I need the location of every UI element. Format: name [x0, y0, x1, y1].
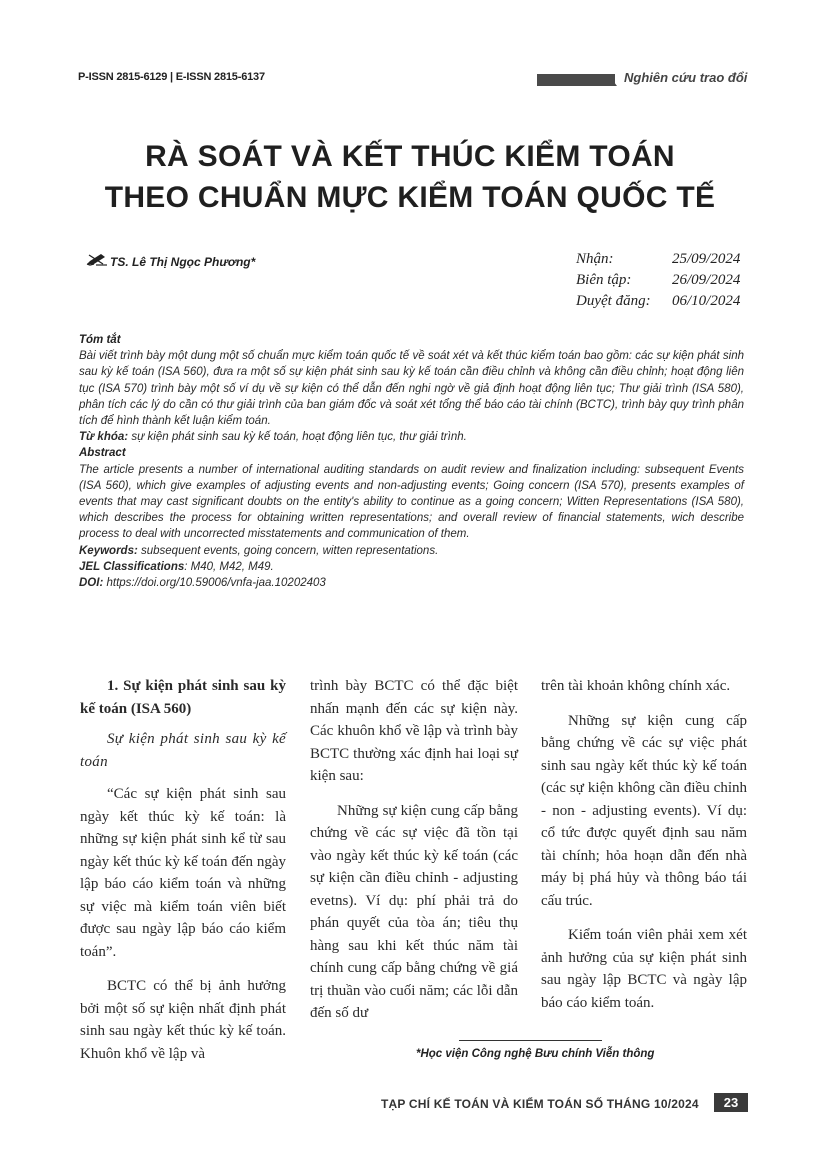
doi-link[interactable]: https://doi.org/10.59006/vnfa-jaa.10202403	[106, 577, 326, 590]
article-title-line-2: THEO CHUẨN MỰC KIỂM TOÁN QUỐC TẾ	[104, 181, 716, 214]
paragraph: trình bày BCTC có thể đặc biệt nhấn mạnh đến các sự kiện này. Các khuôn khổ về lập và trình bày BCTC thường xác định hai loại sự kiện sau:	[310, 678, 518, 784]
pen-icon	[86, 252, 108, 266]
abstract-block	[79, 332, 744, 591]
paragraph: “Các sự kiện phát sinh sau ngày kết thúc kỳ kế toán: là những sự kiện phát sinh kể từ sau ngày kết thúc kỳ kế toán đến ngày lập báo cáo kiểm toán và những sự việc mà kiểm toán viên biết được sau ngày lập báo cáo kiểm toán”.	[80, 786, 286, 960]
body-column-3	[541, 675, 747, 1026]
subsection-heading: Sự kiện phát sinh sau kỳ kế toán	[80, 731, 286, 770]
page-number: 23	[714, 1093, 748, 1112]
date-approved: Duyệt đăng: 06/10/2024	[576, 293, 741, 309]
paragraph: Những sự kiện cung cấp bằng chứng về các sự việc đã tồn tại vào ngày kết thúc kỳ kế toán (các sự kiện cần điều chỉnh - adjusting evetns). Ví dụ: phí phải trả do phán quyết của tòa án; tiêu thụ hàng sau khi kết thúc năm tài chính cung cấp bằng chứng về giá trị thuần vào cuối năm; các lỗi dẫn đến số dư	[310, 802, 518, 1021]
footnote: *Học viện Công nghệ Bưu chính Viễn thông	[416, 1048, 655, 1060]
section-heading-1: 1. Sự kiện phát sinh sau kỳ kế toán (ISA 560)	[80, 678, 286, 717]
date-edited: Biên tập: 26/09/2024	[576, 272, 741, 288]
section-label: Nghiên cứu trao đổi	[624, 70, 748, 85]
abstract-en-text: The article presents a number of international auditing standards on audit review and finalization including: subsequent Events (ISA 560), which give examples of adjusting events and non-adjusting events; Going concern (ISA 570), presents examples of events that may cast significant doubts on the entity's ability to continue as a going concern; Witten Representations (ISA 580), which describes the process for obtaining written representations; and overall review of financial statements, wich describe process to deal with uncorrected misstatements and communication of them.	[79, 463, 744, 541]
doi-line: DOI: https://doi.org/10.59006/vnfa-jaa.10202403	[79, 577, 326, 590]
body-column-2	[310, 675, 518, 1037]
paragraph: Kiểm toán viên phải xem xét ảnh hưởng của sự kiện phát sinh sau ngày lập BCTC và ngày lập báo cáo kiểm toán.	[541, 927, 747, 1011]
jel-classifications: JEL Classifications: M40, M42, M49.	[79, 560, 274, 573]
header-bar	[537, 74, 615, 86]
body-column-1	[80, 675, 286, 1077]
author-name: TS. Lê Thị Ngọc Phương*	[110, 255, 256, 269]
paragraph: trên tài khoản không chính xác.	[541, 678, 731, 694]
paragraph: Những sự kiện cung cấp bằng chứng về các sự việc phát sinh sau ngày kết thúc kỳ kế toán (các sự kiện không cần điều chỉnh - non - adjusting events). Ví dụ: cổ tức được quyết định sau năm tài chính; hỏa hoạn dẫn đến nhà máy bị phá hủy và thông báo tái cấu trúc.	[541, 712, 747, 909]
publication-dates	[576, 249, 740, 312]
keywords-vi: Từ khóa: sự kiện phát sinh sau kỳ kế toán, hoạt động liên tục, thư giải trình.	[79, 431, 467, 444]
footnote-divider	[459, 1040, 602, 1041]
paragraph: BCTC có thể bị ảnh hưởng bởi một số sự kiện nhất định phát sinh sau ngày kết thúc kỳ kế toán. Khuôn khổ về lập và	[80, 978, 286, 1062]
abstract-vi-text: Bài viết trình bày một dung một số chuẩn mực kiểm toán quốc tế về soát xét và kết thúc kiểm toán bao gồm: các sự kiện phát sinh sau kỳ kế toán (ISA 560), đưa ra một số sự kiện phát sinh sau kỳ kế toán cần điều chỉnh và không cần điều chỉnh; hoạt động liên tục (ISA 570) trình bày một số ví dụ về sự kiện có thể dẫn đến nghi ngờ về giả định hoạt động liên tục; Thư giải trình (ISA 580), phân tích các lý do cần có thư giải trình của ban giám đốc và soát xét tổng thể báo cáo tài chính (BCTC), trình bày quy trình phân tích để hình thành kết luận kiểm toán.	[79, 350, 744, 428]
keywords-en: Keywords: subsequent events, going concern, witten representations.	[79, 544, 439, 557]
date-received: Nhận: 25/09/2024	[576, 251, 741, 267]
article-title-line-1: RÀ SOÁT VÀ KẾT THÚC KIỂM TOÁN	[145, 140, 675, 173]
abstract-vi-heading: Tóm tắt	[79, 334, 121, 346]
journal-name: TẠP CHÍ KẾ TOÁN VÀ KIỂM TOÁN SỐ THÁNG 10/2024	[381, 1097, 699, 1111]
issn-line: P-ISSN 2815-6129 | E-ISSN 2815-6137	[78, 71, 265, 83]
abstract-en-heading: Abstract	[79, 447, 126, 460]
header-bar-arrow	[608, 74, 617, 86]
